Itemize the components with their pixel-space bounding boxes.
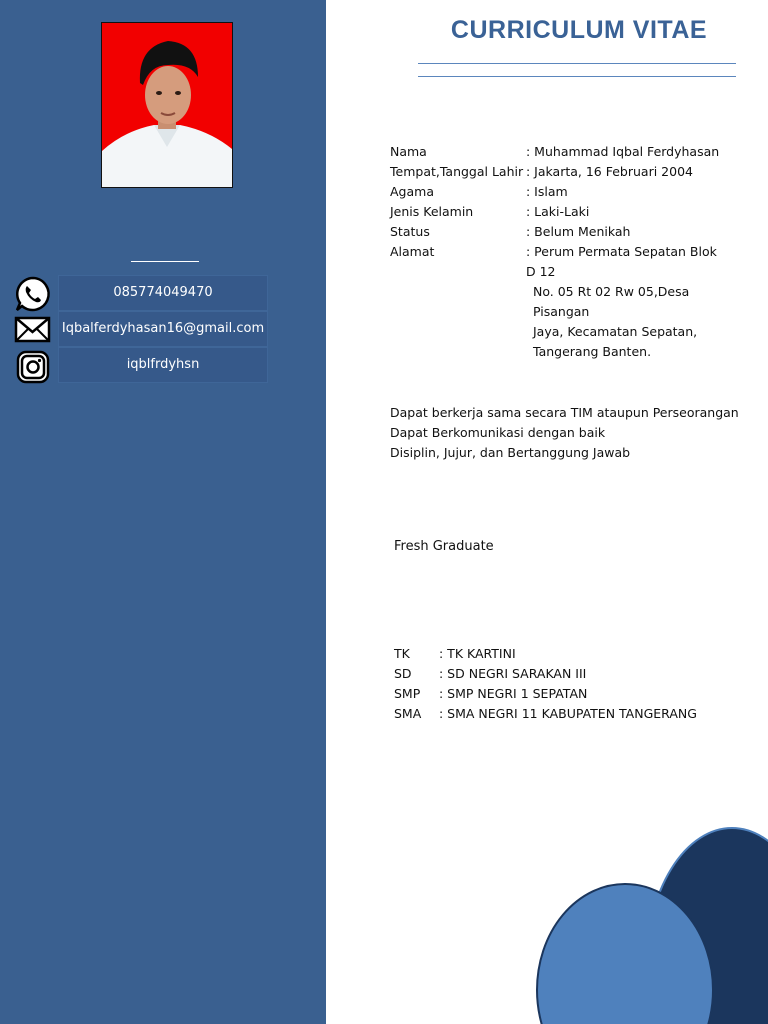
education-school: : SD NEGRI SARAKAN III xyxy=(439,666,587,681)
page-title: CURRICULUM VITAE xyxy=(450,16,708,44)
instagram-handle: iqblfrdyhsn xyxy=(58,347,268,383)
education-school: : SMP NEGRI 1 SEPATAN xyxy=(439,686,588,701)
bio-label: Status xyxy=(390,224,430,239)
bio-label: Agama xyxy=(390,184,434,199)
bio-label: Nama xyxy=(390,144,427,159)
bio-value: : Laki-Laki xyxy=(526,204,590,219)
bio-value: : Jakarta, 16 Februari 2004 xyxy=(526,164,693,179)
address-line xyxy=(390,282,733,322)
whatsapp-icon xyxy=(14,275,52,313)
bio-row xyxy=(390,162,733,182)
skill-item: Dapat berkerja sama secara TIM ataupun Perseorangan xyxy=(390,405,739,420)
education-level: SMP xyxy=(394,686,421,701)
profile-photo xyxy=(101,22,233,188)
phone-number: 085774049470 xyxy=(58,275,268,311)
sidebar xyxy=(0,0,326,1024)
skills-list xyxy=(390,403,739,463)
address-line xyxy=(390,342,733,362)
instagram-icon xyxy=(14,349,52,387)
education-row xyxy=(394,684,697,704)
title-divider-top xyxy=(418,63,736,64)
address-continued: Tangerang Banten. xyxy=(533,344,652,359)
experience-text: Fresh Graduate xyxy=(394,539,494,554)
bio-label: Alamat xyxy=(390,244,435,259)
personal-info xyxy=(390,142,733,362)
education-row xyxy=(394,704,697,724)
bio-row xyxy=(390,222,733,242)
bio-row xyxy=(390,242,733,282)
bio-row xyxy=(390,142,733,162)
skill-item: Dapat Berkomunikasi dengan baik xyxy=(390,425,606,440)
education-level: TK xyxy=(394,646,410,661)
sidebar-divider xyxy=(131,261,199,262)
email-address: Iqbalferdyhasan16@gmail.com xyxy=(58,311,268,347)
bio-value: : Islam xyxy=(526,184,568,199)
address-continued: No. 05 Rt 02 Rw 05,Desa Pisangan xyxy=(533,284,690,319)
bio-label: Jenis Kelamin xyxy=(390,204,474,219)
education-row xyxy=(394,664,697,684)
mail-icon xyxy=(14,311,52,349)
address-line xyxy=(390,322,733,342)
address-continued: Jaya, Kecamatan Sepatan, xyxy=(533,324,698,339)
bio-value: : Muhammad Iqbal Ferdyhasan xyxy=(526,144,720,159)
decorative-circles xyxy=(520,820,768,1024)
education-level: SMA xyxy=(394,706,422,721)
bio-value: : Perum Permata Sepatan Blok D 12 xyxy=(526,244,717,279)
education-school: : TK KARTINI xyxy=(439,646,516,661)
education-row xyxy=(394,644,697,664)
bio-row xyxy=(390,182,733,202)
education-school: : SMA NEGRI 11 KABUPATEN TANGERANG xyxy=(439,706,697,721)
title-divider-bottom xyxy=(418,76,736,77)
education-list xyxy=(394,644,697,724)
skill-item: Disiplin, Jujur, dan Bertanggung Jawab xyxy=(390,445,631,460)
bio-value: : Belum Menikah xyxy=(526,224,631,239)
bio-label: Tempat,Tanggal Lahir xyxy=(390,164,524,179)
education-level: SD xyxy=(394,666,412,681)
bio-row xyxy=(390,202,733,222)
